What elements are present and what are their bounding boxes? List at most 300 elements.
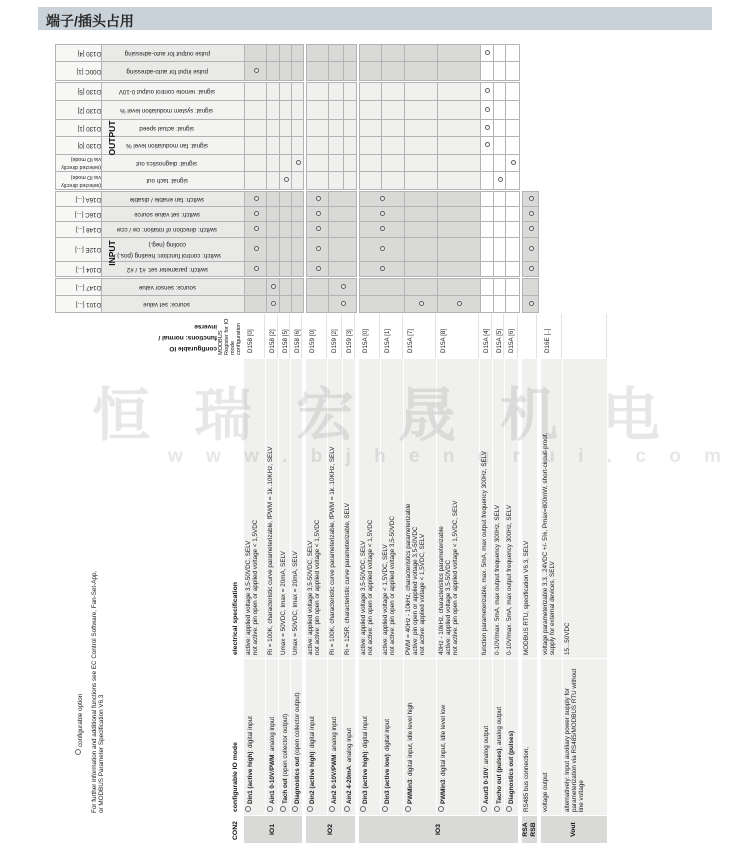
- spec-line: 15...50VDC: [564, 622, 571, 655]
- matrix-cell-act_speed-din3l: [381, 119, 405, 137]
- option-mark: [529, 226, 534, 231]
- matrix-cell-pulse_in-din2: [306, 61, 329, 81]
- matrix-cell-diag_out-pwm3l: [437, 154, 481, 172]
- matrix-cell-pulse_out-ain2b: [343, 44, 357, 62]
- spec-line: active: applied voltage 3,5-50VDC, SELV: [245, 540, 252, 655]
- io-mode-cell-pwm3l: [437, 659, 479, 815]
- option-mark: [316, 226, 321, 231]
- register-value-din2: D159 [0]: [306, 314, 327, 358]
- matrix-cell-direction-diag_oc: [291, 221, 304, 238]
- modbus-register-header: MODBUS Register for IO mode configuration: [218, 318, 242, 355]
- io-mode-desc: , analog output: [496, 706, 503, 749]
- matrix-cell-sys_mod-din3l: [381, 100, 405, 120]
- terminal-assignment-table: [55, 45, 608, 843]
- matrix-cell-sv_source-aout3: [480, 206, 494, 222]
- option-circle-icon: [75, 749, 81, 755]
- spec-line: 0-10V/max. 5mA, max output frequency 300Hz, SELV: [494, 504, 501, 655]
- matrix-column-header-diag_out: [101, 154, 245, 172]
- note-line-1: configurable option: [75, 343, 84, 813]
- matrix-cell-sensor_value-ain1: [266, 278, 280, 296]
- option-circle-icon: [494, 806, 500, 812]
- matrix-cell-control_fn-diag_oc: [291, 237, 304, 262]
- matrix-register-fan_mod: [55, 136, 102, 155]
- option-mark: [498, 177, 503, 182]
- matrix-cell-param_set-pwm3h: [404, 261, 438, 277]
- header-label-electrical-spec: electrical specification: [232, 582, 239, 655]
- matrix-cell-tach_out-din1: [244, 171, 267, 190]
- group-label-RSA: RSA RSB: [522, 816, 537, 843]
- matrix-cell-direction-ain1: [266, 221, 280, 238]
- matrix-cell-sv_source-diag_p: [505, 206, 520, 222]
- matrix-column-header-remote: [101, 82, 245, 101]
- matrix-cell-remote-din1: [244, 82, 267, 101]
- matrix-cell-direction-din3_pair: [359, 221, 405, 238]
- register-value-din3l: D15A [1]: [381, 314, 403, 358]
- matrix-column-header-sv_source: [101, 206, 245, 222]
- option-circle-icon: [481, 806, 487, 812]
- register-value-aout3: D15A [4]: [480, 314, 492, 358]
- matrix-cell-fan_enable-din2: [306, 191, 329, 207]
- watermark-url: w w r . c o m: [168, 446, 730, 467]
- note-line-3: or MODBUS Parameter Specification V6.3: [98, 694, 105, 813]
- io-mode-name: Tacho out (pulses): [496, 748, 503, 804]
- io-mode-cell-ain1: [266, 659, 278, 815]
- matrix-cell-sv_source-ain2_pair: [328, 206, 357, 222]
- option-mark: [529, 301, 534, 306]
- matrix-cell-diag_out-pwm3h: [404, 154, 438, 172]
- option-mark: [254, 196, 259, 201]
- matrix-column-label: switch: control function: heating (pos.) / cooling (neg.): [113, 241, 221, 259]
- matrix-register-param_set: [55, 261, 102, 277]
- io-mode-cell-tach_oc: [279, 659, 290, 815]
- spec-cell-diag_p: [505, 359, 518, 658]
- option-mark: [271, 284, 276, 289]
- matrix-cell-set_value-aout3: [480, 295, 494, 313]
- matrix-cell-sensor_value-din2: [306, 278, 329, 296]
- register-value-ain2b: D159 [3]: [343, 314, 355, 358]
- matrix-cell-diag_out-ain1: [266, 154, 280, 172]
- option-circle-icon: [292, 806, 298, 812]
- matrix-register-sv_source: [55, 206, 102, 222]
- matrix-register-tach_out: [55, 171, 102, 190]
- matrix-cell-sv_source-din2: [306, 206, 329, 222]
- matrix-register-text: (selected directly via IO mode): [61, 156, 101, 170]
- matrix-cell-remote-din3h: [359, 82, 382, 101]
- matrix-cell-control_fn-pwm3h: [404, 237, 438, 262]
- spec-line: Umax = 50VDC, Imax = 20mA, SELV: [292, 551, 299, 655]
- spec-line: not active: pin open or applied voltage < 1,5VDC: [314, 519, 321, 655]
- matrix-cell-pulse_in-diag_p: [505, 61, 520, 81]
- matrix-cell-fan_enable-pwm3l: [437, 191, 481, 207]
- spec-cell-rsa: [522, 359, 537, 658]
- matrix-cell-set_value-pwm3l: [437, 295, 481, 313]
- option-mark: [316, 196, 321, 201]
- option-mark: [254, 266, 259, 271]
- io-mode-name: Tach out: [282, 778, 289, 804]
- io-mode-desc: alternatively: Input auxiliary power supply for parameterization via RS485/MODBUS RTU without line voltage: [564, 668, 585, 812]
- matrix-cell-set_value-din1: [244, 295, 267, 313]
- matrix-cell-remote-diag_oc: [291, 82, 304, 101]
- io-mode-cell-vout1: [541, 659, 562, 815]
- option-circle-icon: [438, 806, 444, 812]
- option-mark: [254, 226, 259, 231]
- matrix-cell-param_set-diag_p: [505, 261, 520, 277]
- io-mode-cell-diag_oc: [291, 659, 302, 815]
- matrix-cell-param_set-din2: [306, 261, 329, 277]
- io-mode-desc: : digital input, idle level low: [440, 704, 447, 780]
- matrix-cell-set_value-din3_pair: [359, 295, 405, 313]
- option-mark: [380, 266, 385, 271]
- option-circle-icon: [506, 806, 512, 812]
- matrix-cell-pulse_in-ain2a: [328, 61, 344, 81]
- matrix-cell-remote-din3l: [381, 82, 405, 101]
- matrix-cell-direction-ain2_pair: [328, 221, 357, 238]
- io-mode-cell-diag_p: [505, 659, 518, 815]
- matrix-cell-pulse_out-ain1: [266, 44, 280, 62]
- matrix-cell-pulse_out-pwm3l: [437, 44, 481, 62]
- matrix-register-pulse_out: [55, 44, 102, 62]
- option-mark: [511, 160, 516, 165]
- io-mode-desc: : digital input, idle level high: [407, 702, 414, 780]
- io-mode-desc: : analog output: [483, 725, 490, 768]
- matrix-cell-tach_out-ain2b: [343, 171, 357, 190]
- matrix-cell-diag_out-aout3: [480, 154, 494, 172]
- register-value-rsa: [522, 314, 537, 358]
- matrix-cell-sensor_value-aout3: [480, 278, 494, 296]
- matrix-cell-set_value-diag_p: [505, 295, 520, 313]
- spec-line: active: applied voltage < 1,5VDC, SELV: [382, 544, 389, 655]
- spec-cell-ain1: [266, 359, 278, 658]
- matrix-column-label: source: set value: [143, 301, 191, 308]
- page-title: 端子/插头占用: [46, 13, 134, 29]
- matrix-register-text: D16C [...]: [74, 211, 101, 218]
- matrix-register-diag_out: [55, 154, 102, 172]
- matrix-cell-fan_mod-diag_p: [505, 136, 520, 155]
- matrix-cell-pulse_in-aout3: [480, 61, 494, 81]
- spec-cell-din2: [306, 359, 327, 658]
- spec-line: not active: pin open or applied voltage 3,5-50VDC: [389, 516, 396, 655]
- option-mark: [485, 125, 490, 130]
- matrix-register-text: D147 [...]: [75, 284, 101, 291]
- option-mark: [529, 196, 534, 201]
- matrix-column-header-fan_enable: [101, 191, 245, 207]
- matrix-column-label: signal: tach out: [146, 177, 188, 184]
- matrix-cell-pulse_in-ain2b: [343, 61, 357, 81]
- matrix-column-header-param_set: [101, 261, 245, 277]
- matrix-cell-control_fn-ain1: [266, 237, 280, 262]
- matrix-cell-remote-ain1: [266, 82, 280, 101]
- matrix-column-header-sensor_value: [101, 278, 245, 296]
- spec-cell-diag_oc: [291, 359, 302, 658]
- matrix-cell-fan_mod-din2: [306, 136, 329, 155]
- matrix-cell-sensor_value-diag_oc: [291, 278, 304, 296]
- matrix-cell-sv_source-pwm3h: [404, 206, 438, 222]
- io-mode-desc: : digital input: [247, 716, 254, 752]
- matrix-register-control_fn: [55, 237, 102, 262]
- matrix-cell-pulse_out-ain2a: [328, 44, 344, 62]
- io-mode-desc: : digital input: [309, 716, 316, 752]
- matrix-cell-control_fn-din2: [306, 237, 329, 262]
- io-mode-desc: : analog input: [346, 728, 353, 766]
- matrix-cell-act_speed-diag_p: [505, 119, 520, 137]
- matrix-cell-pulse_out-din3h: [359, 44, 382, 62]
- spec-cell-tacho_p: [493, 359, 504, 658]
- matrix-cell-control_fn-diag_p: [505, 237, 520, 262]
- option-mark: [485, 142, 490, 147]
- spec-cell-pwm3l: [437, 359, 479, 658]
- spec-line: not active: pin open or applied voltage < 1,5VDC, SELV: [452, 500, 459, 655]
- matrix-column-label: pulse output for auto-adressing: [124, 50, 210, 57]
- option-mark: [254, 68, 259, 73]
- matrix-cell-sys_mod-aout3: [480, 100, 494, 120]
- matrix-cell-control_fn-pwm3l: [437, 237, 481, 262]
- matrix-column-header-act_speed: [101, 119, 245, 137]
- matrix-cell-direction-din2: [306, 221, 329, 238]
- matrix-cell-diag_out-din1: [244, 154, 267, 172]
- matrix-cell-param_set-ain1: [266, 261, 280, 277]
- option-mark: [457, 301, 462, 306]
- matrix-column-header-pulse_out: [101, 44, 245, 62]
- matrix-cell-sv_source-din1: [244, 206, 267, 222]
- spec-line: 0-10V/max. 5mA, max output frequency 300Hz, SELV: [506, 504, 513, 655]
- matrix-cell-pulse_in-pwm3h: [404, 61, 438, 81]
- matrix-cell-remote-pwm3h: [404, 82, 438, 101]
- matrix-cell-tach_out-din2: [306, 171, 329, 190]
- register-value-vout2: [563, 314, 607, 358]
- matrix-cell-sensor_value-pwm3h: [404, 278, 438, 296]
- matrix-cell-set_value-rsa: [522, 295, 539, 313]
- matrix-cell-act_speed-ain1: [266, 119, 280, 137]
- io-mode-cell-pwm3h: [404, 659, 436, 815]
- matrix-cell-param_set-aout3: [480, 261, 494, 277]
- io-mode-name: Din1 (active high): [247, 751, 254, 804]
- option-mark: [380, 211, 385, 216]
- spec-line: PWM = 40Hz - 10kHz, characteristics parameterizable: [405, 503, 412, 655]
- io-mode-desc: (open collector output): [282, 713, 289, 779]
- io-mode-cell-ain2a: [328, 659, 342, 815]
- matrix-column-label: source: sensor value: [138, 284, 196, 291]
- matrix-cell-sv_source-diag_oc: [291, 206, 304, 222]
- matrix-cell-control_fn-ain2_pair: [328, 237, 357, 262]
- matrix-cell-diag_out-din2: [306, 154, 329, 172]
- matrix-cell-direction-rsa: [522, 221, 539, 238]
- spec-cell-din3h: [359, 359, 380, 658]
- matrix-cell-sys_mod-diag_p: [505, 100, 520, 120]
- group-label-IO3: IO3: [359, 816, 518, 843]
- matrix-cell-fan_enable-ain1: [266, 191, 280, 207]
- option-circle-icon: [344, 806, 350, 812]
- matrix-cell-pulse_out-diag_oc: [291, 44, 304, 62]
- option-mark: [316, 211, 321, 216]
- option-mark: [380, 246, 385, 251]
- spec-line: 40Hz - 10kHz, characteristics parameterizable: [438, 526, 445, 655]
- matrix-cell-act_speed-ain2a: [328, 119, 344, 137]
- matrix-cell-sv_source-ain1: [266, 206, 280, 222]
- matrix-cell-sv_source-pwm3l: [437, 206, 481, 222]
- matrix-column-label: signal: fan modulation level %: [126, 142, 208, 149]
- matrix-cell-tach_out-diag_oc: [291, 171, 304, 190]
- io-mode-desc: : digital input: [362, 716, 369, 752]
- matrix-cell-pulse_out-din1: [244, 44, 267, 62]
- spec-cell-vout1: [541, 359, 562, 658]
- group-label-IO1: IO1: [244, 816, 302, 843]
- matrix-column-label: switch: fan enable / disable: [129, 196, 205, 203]
- matrix-cell-fan_mod-din1: [244, 136, 267, 155]
- option-circle-icon: [267, 806, 273, 812]
- io-mode-name: Din3 (active high): [362, 751, 369, 804]
- io-mode-desc: voltage output: [542, 772, 549, 812]
- matrix-register-sensor_value: [55, 278, 102, 296]
- matrix-cell-set_value-ain2_pair: [328, 295, 357, 313]
- option-mark: [485, 50, 490, 55]
- io-mode-name: Aout3 0-10V: [483, 767, 490, 804]
- matrix-cell-act_speed-din3h: [359, 119, 382, 137]
- matrix-cell-act_speed-pwm3l: [437, 119, 481, 137]
- matrix-cell-sys_mod-ain2b: [343, 100, 357, 120]
- register-value-pwm3l: D15A [8]: [437, 314, 479, 358]
- matrix-column-header-fan_mod: [101, 136, 245, 155]
- option-circle-icon: [405, 806, 411, 812]
- matrix-cell-fan_mod-pwm3h: [404, 136, 438, 155]
- matrix-cell-tach_out-ain2a: [328, 171, 344, 190]
- matrix-cell-diag_out-ain2b: [343, 154, 357, 172]
- spec-line: supply for external devices, SELV: [549, 561, 556, 655]
- io-mode-desc: : digital input: [384, 718, 391, 755]
- io-mode-name: PWMin3: [440, 779, 447, 804]
- table-note: [75, 343, 105, 813]
- matrix-cell-set_value-ain1: [266, 295, 280, 313]
- matrix-cell-pulse_in-din1: [244, 61, 267, 81]
- matrix-cell-sensor_value-ain2_pair: [328, 278, 357, 296]
- io-mode-name: Ain2 0-10V/PWM: [331, 754, 338, 804]
- matrix-register-remote: [55, 82, 102, 101]
- matrix-cell-fan_mod-aout3: [480, 136, 494, 155]
- matrix-column-header-set_value: [101, 295, 245, 313]
- matrix-cell-pulse_in-diag_oc: [291, 61, 304, 81]
- matrix-cell-sys_mod-din1: [244, 100, 267, 120]
- option-mark: [254, 211, 259, 216]
- spec-line: active: applied voltage 3,5-50VDC, SELV: [360, 540, 367, 655]
- output-group-label: OUTPUT: [107, 120, 117, 156]
- matrix-register-text: D130 [4]: [77, 50, 101, 57]
- spec-line: Umax = 50VDC, Imax = 20mA, SELV: [280, 551, 287, 655]
- matrix-register-text: D130 [0]: [77, 142, 101, 149]
- spec-line: Ri = 125R, characteristic curve parameterizable, SELV: [344, 503, 351, 655]
- register-value-tacho_p: D15A [5]: [493, 314, 504, 358]
- option-mark: [380, 226, 385, 231]
- matrix-cell-direction-pwm3l: [437, 221, 481, 238]
- io-mode-cell-din1: [244, 659, 265, 815]
- option-circle-icon: [360, 806, 366, 812]
- matrix-register-text: D16A [...]: [75, 196, 101, 203]
- matrix-column-header-direction: [101, 221, 245, 238]
- matrix-cell-pulse_out-aout3: [480, 44, 494, 62]
- matrix-cell-fan_mod-ain2a: [328, 136, 344, 155]
- io-mode-desc: : analog input: [269, 716, 276, 755]
- matrix-column-label: switch: set value source: [134, 211, 200, 218]
- matrix-register-text: D12E [...]: [75, 246, 101, 253]
- matrix-register-fan_enable: [55, 191, 102, 207]
- io-mode-cell-rsa: [522, 659, 537, 815]
- matrix-column-label: pulse input for auto-adressing: [126, 68, 208, 75]
- matrix-cell-sensor_value-diag_p: [505, 278, 520, 296]
- note-line-2: For further information and additional functions see EC Control Software, Fan-Set-App,: [91, 570, 98, 813]
- matrix-cell-act_speed-pwm3h: [404, 119, 438, 137]
- matrix-cell-diag_out-diag_oc: [291, 154, 304, 172]
- matrix-cell-direction-aout3: [480, 221, 494, 238]
- matrix-register-text: D101 [...]: [75, 301, 101, 308]
- spec-cell-din1: [244, 359, 265, 658]
- matrix-column-label: signal: system modulation level %: [120, 107, 214, 114]
- option-mark: [284, 177, 289, 182]
- matrix-register-text: D148 [...]: [75, 226, 101, 233]
- matrix-cell-sys_mod-pwm3l: [437, 100, 481, 120]
- matrix-column-header-pulse_in: [101, 61, 245, 81]
- spec-cell-pwm3h: [404, 359, 436, 658]
- matrix-cell-pulse_in-din3l: [381, 61, 405, 81]
- matrix-register-text: D00C [1]: [76, 68, 101, 75]
- io-mode-name: Diagnostics out: [294, 756, 301, 804]
- matrix-cell-param_set-rsa: [522, 261, 539, 277]
- io-mode-name: Diagnostics out (pulses): [508, 730, 515, 804]
- matrix-cell-sys_mod-pwm3h: [404, 100, 438, 120]
- matrix-cell-act_speed-diag_oc: [291, 119, 304, 137]
- matrix-cell-control_fn-din3_pair: [359, 237, 405, 262]
- register-value-diag_oc: D158 [6]: [291, 314, 302, 358]
- matrix-cell-act_speed-din2: [306, 119, 329, 137]
- option-mark: [341, 301, 346, 306]
- matrix-cell-fan_mod-diag_oc: [291, 136, 304, 155]
- spec-line: not active: applied voltage < 1,5VDC, SELV: [419, 533, 426, 655]
- spec-cell-din3l: [381, 359, 403, 658]
- matrix-cell-sensor_value-pwm3l: [437, 278, 481, 296]
- matrix-cell-tach_out-aout3: [480, 171, 494, 190]
- matrix-cell-fan_enable-pwm3h: [404, 191, 438, 207]
- matrix-cell-fan_enable-aout3: [480, 191, 494, 207]
- matrix-column-label: switch: parameter set: #1 / #2: [126, 266, 208, 273]
- matrix-cell-diag_out-ain2a: [328, 154, 344, 172]
- matrix-cell-direction-diag_p: [505, 221, 520, 238]
- matrix-cell-fan_enable-ain2_pair: [328, 191, 357, 207]
- option-mark: [316, 246, 321, 251]
- spec-line: not active: pin open or applied voltage < 1,5VDC: [252, 519, 259, 655]
- register-value-din3h: D15A [0]: [359, 314, 380, 358]
- matrix-cell-param_set-ain2_pair: [328, 261, 357, 277]
- spec-line: function parameterizable, max. 5mA, max output frequency 300Hz, SELV: [481, 451, 488, 655]
- matrix-cell-act_speed-ain2b: [343, 119, 357, 137]
- matrix-cell-param_set-din3_pair: [359, 261, 405, 277]
- matrix-cell-sensor_value-din3_pair: [359, 278, 405, 296]
- option-mark: [485, 88, 490, 93]
- matrix-column-label: switch: direction of rotation: cw / ccw: [116, 226, 218, 233]
- matrix-cell-act_speed-aout3: [480, 119, 494, 137]
- matrix-column-label: signal: diagnostics out: [136, 160, 198, 167]
- register-value-ain1: D158 [2]: [266, 314, 278, 358]
- matrix-cell-param_set-diag_oc: [291, 261, 304, 277]
- option-mark: [296, 160, 301, 165]
- io-mode-cell-din3h: [359, 659, 380, 815]
- spec-cell-ain2a: [328, 359, 342, 658]
- spec-line: active: applied voltage 3,5-50VDC: [445, 559, 452, 655]
- spec-cell-tach_oc: [279, 359, 290, 658]
- io-mode-cell-ain2b: [343, 659, 355, 815]
- spec-cell-aout3: [480, 359, 492, 658]
- matrix-cell-tach_out-diag_p: [505, 171, 520, 190]
- matrix-cell-pulse_in-ain1: [266, 61, 280, 81]
- matrix-cell-sys_mod-diag_oc: [291, 100, 304, 120]
- matrix-cell-fan_mod-pwm3l: [437, 136, 481, 155]
- matrix-cell-remote-diag_p: [505, 82, 520, 101]
